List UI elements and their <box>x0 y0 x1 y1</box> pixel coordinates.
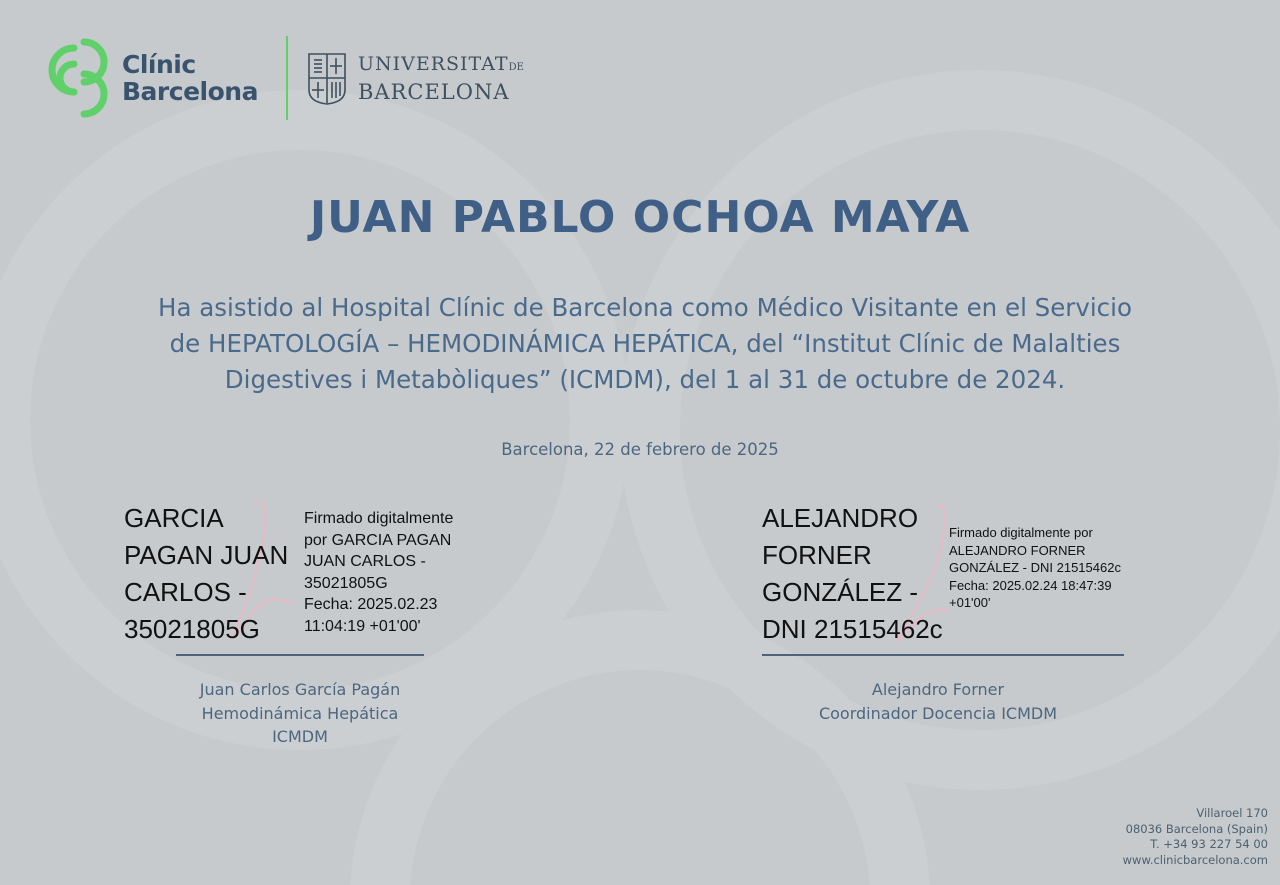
certificate-body: Ha asistido al Hospital Clínic de Barcelona como Médico Visitante en el Servicio de HEPATOLOGÍA – HEMODINÁMICA HEPÁTICA, del “Institut Clínic de Malalties Digestives i Metabòliques” (ICMDM), del 1 al 31 de octubre de 2024. <box>158 293 1132 394</box>
clinic-barcelona-logo <box>44 34 258 122</box>
clinic-logo-text <box>122 51 258 105</box>
place-date: Barcelona, 22 de febrero de 2025 <box>501 440 779 459</box>
university-logo-line1: UNIVERSITAT <box>358 53 509 75</box>
signer-caption-right <box>778 678 1098 725</box>
clinic-logo-line2: Barcelona <box>122 77 258 106</box>
universitat-barcelona-logo <box>306 50 524 106</box>
signature-details-right: Firmado digitalmente por ALEJANDRO FORNER GONZÁLEZ - DNI 21515462c Fecha: 2025.02.24 18:47:39 +01'00' <box>949 525 1121 610</box>
signature-line-right <box>762 654 1124 656</box>
footer-website: www.clinicbarcelona.com <box>1122 852 1268 867</box>
footer-city: 08036 Barcelona (Spain) <box>1125 821 1268 836</box>
university-logo-suffix: DE <box>508 62 524 73</box>
caption-unit-left: ICMDM <box>272 727 328 746</box>
recipient-name: JUAN PABLO OCHOA MAYA <box>309 192 971 243</box>
university-logo-text <box>358 52 524 104</box>
university-shield-icon <box>306 50 348 106</box>
footer-address <box>1123 806 1268 868</box>
caption-name-left: Juan Carlos García Pagán <box>199 680 401 699</box>
signature-line-left <box>176 654 424 656</box>
caption-role-right: Coordinador Docencia ICMDM <box>818 703 1058 723</box>
signer-name-left: GARCIA PAGAN JUAN CARLOS - 35021805G <box>124 503 289 644</box>
logo-divider <box>286 36 288 120</box>
caption-role-left: Hemodinámica Hepática <box>201 703 399 723</box>
footer-phone: T. +34 93 227 54 00 <box>1150 837 1268 851</box>
clinic-logo-mark-icon <box>44 34 114 122</box>
signer-caption-left <box>140 678 460 749</box>
university-logo-line2: BARCELONA <box>358 80 510 104</box>
footer-street: Villaroel 170 <box>1196 806 1268 820</box>
signature-details-left: Firmado digitalmente por GARCIA PAGAN JUAN CARLOS - 35021805G Fecha: 2025.02.23 11:04:19 +01'00' <box>304 510 454 635</box>
signature-left <box>124 500 544 660</box>
clinic-logo-line1: Clínic <box>122 50 196 79</box>
caption-name-right: Alejandro Forner <box>871 680 1005 699</box>
signer-name-right: ALEJANDRO FORNER GONZÁLEZ - DNI 21515462c <box>762 503 943 644</box>
signature-right <box>762 500 1182 660</box>
